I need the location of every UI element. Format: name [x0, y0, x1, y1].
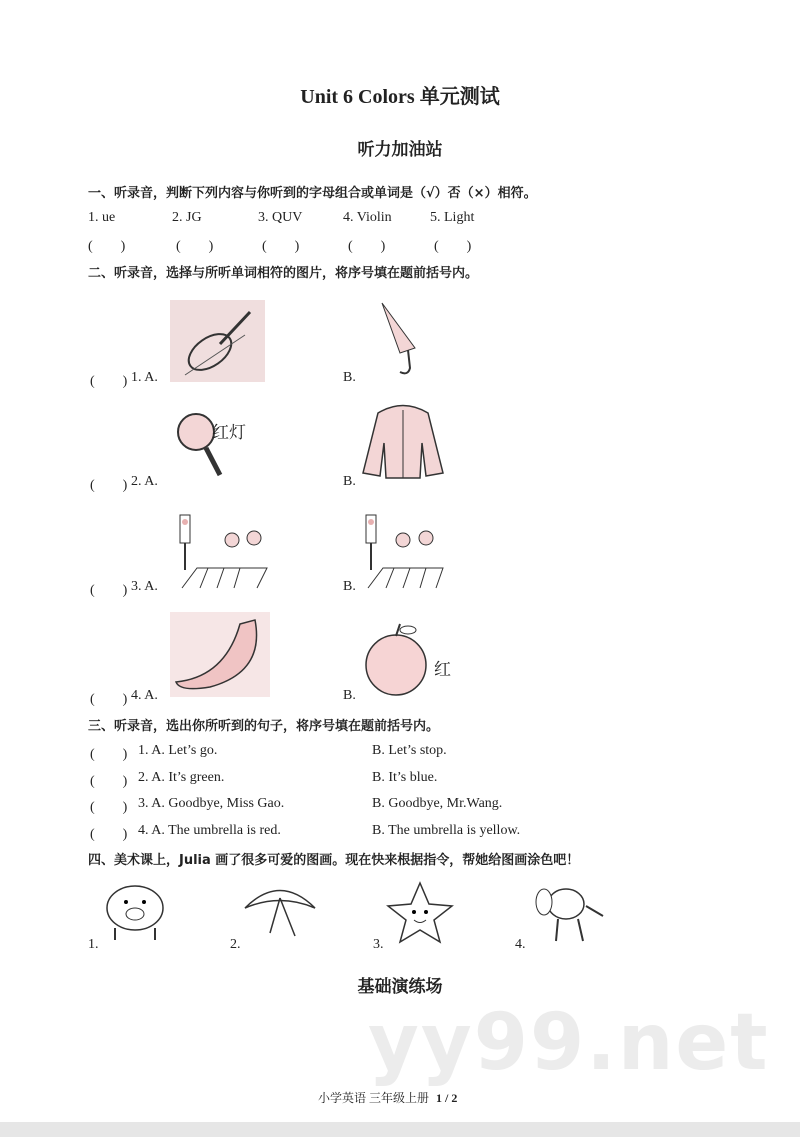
q2-row-label: 1. A.	[131, 370, 158, 385]
q2-row-label: 2. A.	[131, 474, 158, 489]
answer-blank[interactable]: ( )	[176, 239, 214, 254]
q3-option-a: 3. A. Goodbye, Miss Gao.	[138, 796, 285, 811]
apple-picture	[362, 620, 432, 698]
answer-blank[interactable]: ( )	[90, 800, 128, 815]
q3-option-b: B. Goodbye, Mr.Wang.	[372, 796, 503, 811]
q3-option-a: 1. A. Let’s go.	[138, 743, 218, 758]
q2-row-label: 3. A.	[131, 579, 158, 594]
q2-option-b: B.	[343, 474, 356, 489]
q4-label: 3.	[373, 937, 384, 952]
answer-blank[interactable]: ( )	[90, 774, 128, 789]
answer-blank[interactable]: ( )	[90, 374, 128, 389]
answer-blank[interactable]: ( )	[90, 583, 128, 598]
q1-item: 3. QUV	[258, 210, 303, 225]
q1-item: 5. Light	[430, 210, 475, 225]
q1-item: 2. JG	[172, 210, 202, 225]
q4-label: 4.	[515, 937, 526, 952]
answer-blank[interactable]: ( )	[434, 239, 472, 254]
pig-drawing[interactable]	[100, 878, 170, 943]
question-3-instruction: 三、听录音，选出你所听到的句子，将序号填在题前括号内。	[88, 719, 440, 734]
footer	[318, 1090, 457, 1106]
answer-blank[interactable]: ( )	[348, 239, 386, 254]
dog-drawing[interactable]	[528, 876, 610, 946]
section-heading-practice: 基础演练场	[357, 977, 443, 996]
footer-text: 小学英语 三年级上册	[318, 1091, 430, 1105]
question-4-instruction: 四、美术课上，Julia 画了很多可爱的图画。现在快来根据指令，帮她给图画涂色吧！	[88, 853, 580, 868]
page-number: 1 / 2	[436, 1091, 458, 1105]
question-2-instruction: 二、听录音，选择与所听单词相符的图片，将序号填在题前括号内。	[88, 266, 479, 281]
bird-kite-drawing[interactable]	[240, 878, 320, 940]
violin-picture	[170, 300, 265, 382]
q1-item: 4. Violin	[343, 210, 392, 225]
q4-label: 2.	[230, 937, 241, 952]
banana-picture	[170, 612, 270, 697]
answer-blank[interactable]: ( )	[88, 239, 126, 254]
crossing-walk-picture	[172, 510, 272, 590]
red-light-caption: 红灯	[212, 423, 246, 443]
red-caption: 红	[434, 660, 451, 680]
q2-option-b: B.	[343, 579, 356, 594]
answer-blank[interactable]: ( )	[90, 747, 128, 762]
answer-blank[interactable]: ( )	[90, 478, 128, 493]
q3-option-b: B. Let’s stop.	[372, 743, 447, 758]
q3-option-b: B. The umbrella is yellow.	[372, 823, 521, 838]
section-heading-listening: 听力加油站	[357, 140, 443, 159]
watermark: yy99.net	[368, 998, 770, 1088]
answer-blank[interactable]: ( )	[262, 239, 300, 254]
question-1-instruction: 一、听录音，判断下列内容与你听到的字母组合或单词是（√）否（×）相符。	[88, 186, 537, 201]
jacket-picture	[358, 398, 448, 483]
q3-option-a: 4. A. The umbrella is red.	[138, 823, 281, 838]
stop-light-crossing-picture	[358, 510, 448, 590]
q2-option-b: B.	[343, 688, 356, 703]
answer-blank[interactable]: ( )	[90, 827, 128, 842]
q1-item: 1. ue	[88, 210, 116, 225]
q4-label: 1.	[88, 937, 99, 952]
q2-row-label: 4. A.	[131, 688, 158, 703]
answer-blank[interactable]: ( )	[90, 692, 128, 707]
q2-option-b: B.	[343, 370, 356, 385]
star-drawing[interactable]	[385, 880, 455, 945]
q3-option-b: B. It’s blue.	[372, 770, 438, 785]
page-title: Unit 6 Colors 单元测试	[300, 86, 500, 108]
q3-option-a: 2. A. It’s green.	[138, 770, 225, 785]
bottom-bar	[0, 1122, 800, 1137]
umbrella-picture	[370, 298, 450, 380]
